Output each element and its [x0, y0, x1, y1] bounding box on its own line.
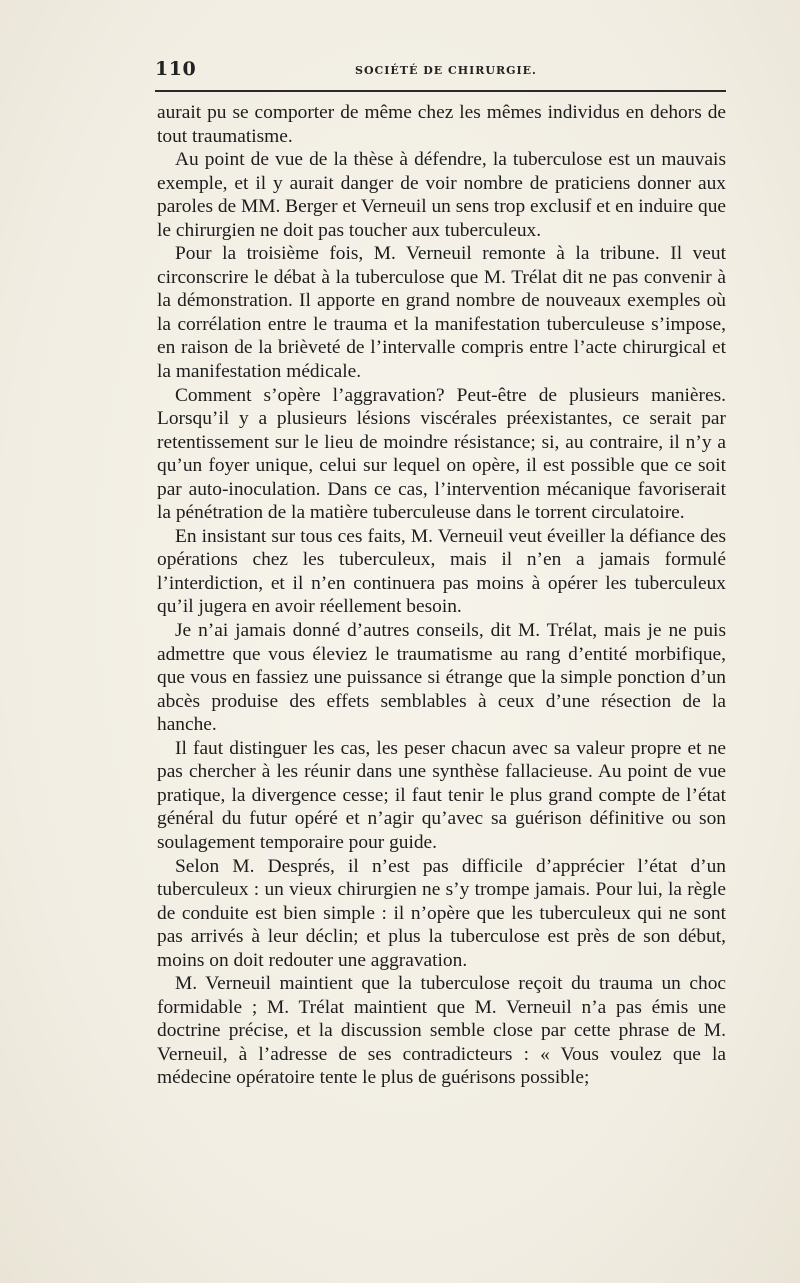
page-header: [155, 58, 725, 82]
paragraph-7: Il faut distinguer les cas, les peser chacun avec sa valeur propre et ne pas chercher à les réunir dans une synthèse fallacieuse. Au point de vue pratique, la divergence cesse; il faut tenir le plus grand compte de l’état général du futur opéré et n’agir qu’avec sa guérison définitive ou son soulagement temporaire pour guide.: [157, 737, 726, 853]
paragraph-5: En insistant sur tous ces faits, M. Verneuil veut éveiller la défiance des opérations chez les tuberculeux, mais il n’en a jamais formulé l’interdiction, et il n’en continuera pas moins à opérer les tuberculeux qu’il jugera en avoir réellement besoin.: [157, 525, 726, 618]
paragraph-3: Pour la troisième fois, M. Verneuil remonte à la tribune. Il veut circonscrire le débat à la tuberculose que M. Trélat dit ne pas convenir à la démonstration. Il apporte en grand nombre de nouveaux exemples où la corrélation entre le trauma et la manifestation tuberculeuse s’impose, en raison de la brièveté de l’intervalle compris entre l’acte chirurgical et la manifestation médicale.: [157, 243, 726, 383]
paragraph-6: Je n’ai jamais donné d’autres conseils, dit M. Trélat, mais je ne puis admettre que vous éleviez le traumatisme au rang d’entité morbifique, que vous en fassiez une puissance si étrange que la simple ponction d’un abcès produise des effets semblables à ceux d’une résection de la hanche.: [157, 620, 726, 736]
paragraph-2: Au point de vue de la thèse à défendre, la tuberculose est un mauvais exemple, et il y aurait danger de voir nombre de praticiens donner aux paroles de MM. Berger et Verneuil un sens trop exclusif et en induire que le chirurgien ne doit pas toucher aux tuberculeux.: [157, 149, 727, 241]
paragraph-4: Comment s’opère l’aggravation? Peut-être de plusieurs manières. Lorsqu’il y a plusieurs lésions viscérales préexistantes, ce serait par retentissement sur le lieu de moindre résistance; si, au contraire, il n’y a qu’un foyer unique, celui sur lequel on opère, il est possible que ce soit par auto-inoculation. Dans ce cas, l’intervention mécanique favoriserait la pénétration de la matière tuberculeuse dans le torrent circulatoire.: [157, 384, 726, 524]
paragraph-8: Selon M. Després, il n’est pas difficile d’apprécier l’état d’un tuberculeux : un vieux chirurgien ne s’y trompe jamais. Pour lui, la règle de conduite est bien simple : il n’opère que les tuberculeux qui ne sont pas arrivés à leur déclin; et plus la tuberculose est près de son début, moins on doit redouter une aggravation.: [157, 855, 726, 971]
running-head: SOCIÉTÉ DE CHIRURGIE.: [355, 64, 537, 77]
header-rule: [155, 90, 726, 92]
paragraph-9: M. Verneuil maintient que la tuberculose reçoit du trauma un choc formidable ; M. Trélat maintient que M. Verneuil n’a pas émis une doctrine précise, et la discussion semble close par cette phrase de M. Verneuil, à l’adresse de ses contradicteurs : « Vous voulez que la médecine opératoire tente le plus de guérisons possible;: [157, 973, 726, 1089]
paragraph-1: aurait pu se comporter de même chez les mêmes individus en dehors de tout traumatisme.: [157, 102, 726, 147]
page-number: 110: [155, 58, 197, 80]
body-text: [157, 101, 726, 1090]
